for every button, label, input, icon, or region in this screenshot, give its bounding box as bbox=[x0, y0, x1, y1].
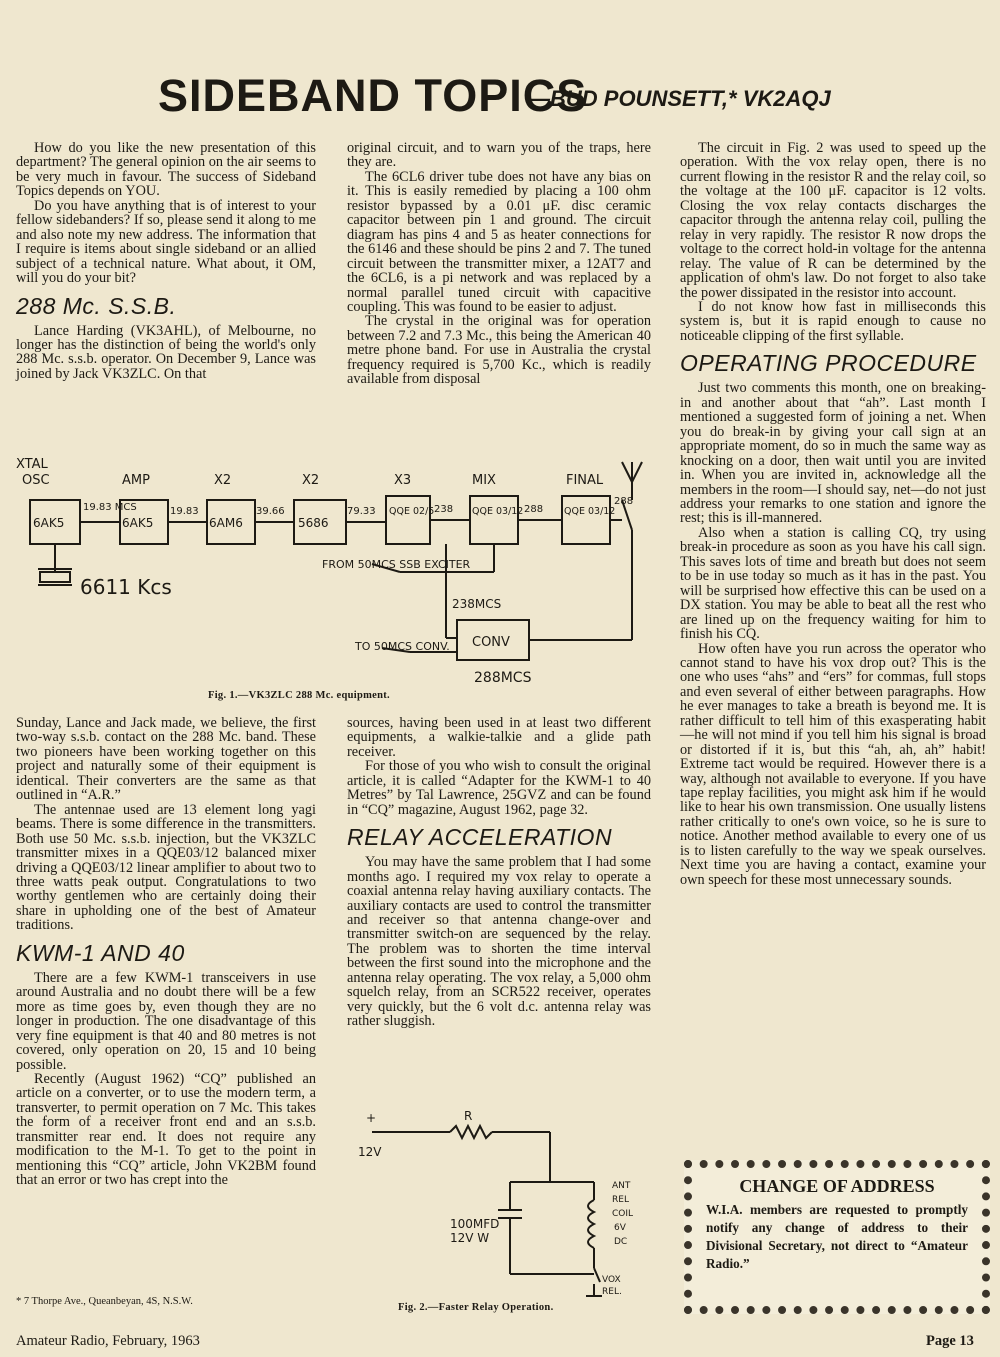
column-2-bottom bbox=[347, 716, 651, 1029]
paragraph: Also when a station is calling CQ, try using break-in procedure as soon as you have his call sign. This saves lots of time and breath but does not seem to be in use today so much as it has in the past. You will be surprised how effective this can be used on a DX station. You may be able to beat all the rest who are lined up on the frequency waiting for him to finish his CQ. bbox=[680, 524, 986, 643]
footnote: * 7 Thorpe Ave., Queanbeyan, 4S, N.S.W. bbox=[16, 1296, 193, 1307]
footer-page-number: Page 13 bbox=[926, 1333, 974, 1349]
paragraph: original circuit, and to warn you of the traps, here they are. bbox=[347, 140, 651, 171]
relay-label: COIL bbox=[612, 1209, 634, 1219]
stage-label: MIX bbox=[472, 473, 496, 488]
paragraph: I do not know how fast in milliseconds this system is, but it is rapid enough to cause no noticeable clipping of the first syllable. bbox=[680, 298, 986, 344]
relay-label: 6V bbox=[614, 1223, 626, 1233]
conv-box-label: CONV bbox=[472, 635, 510, 650]
stage-label: X3 bbox=[394, 473, 412, 488]
section-heading-relay: RELAY ACCELERATION bbox=[347, 824, 613, 851]
relay-label: DC bbox=[614, 1237, 628, 1247]
paragraph: The circuit in Fig. 2 was used to speed up the operation. With the vox relay open, there is no current flowing in the resistor R and the relay coil, so the voltage at the 100 μF. capacitor is 12 volts. Closing the vox relay contacts discharges the capacitor through the antenna relay coil, pulling the relay in very rapidly. The resistor R now drops the voltage to the correct hold-in voltage for the antenna relay. The value of R can be determined by the application of ohm's law. Do not forget to also take the power dissipated in the resistor into account. bbox=[680, 140, 986, 301]
paragraph: There are a few KWM-1 transceivers in use around Australia and no doubt there will be a few more as time goes by, even though they are no longer in production. The one disadvantage of this very fine equipment is that 40 and 80 metres is not covered, only operation on 20, 15 and 10 being possible. bbox=[16, 969, 316, 1073]
section-heading-kwm: KWM-1 AND 40 bbox=[16, 939, 185, 966]
paragraph: Do you have anything that is of interest to your fellow sidebanders? If so, please send it along to me and also note my new address. The information that I require is items about single sideband or an allied subject of a technical nature. What about, it OM, will you do your bit? bbox=[16, 197, 316, 287]
paragraph: Sunday, Lance and Jack made, we believe, the first two-way s.s.b. contact on the 288 Mc. band. These two pioneers have been working together on this project and naturally some of their equipment is identical. Their converters are the same as that outlined in “A.R.” bbox=[16, 715, 316, 804]
column-3 bbox=[680, 141, 986, 887]
column-1-bottom bbox=[16, 716, 316, 1188]
paragraph: You may have the same problem that I had some months ago. I required my vox relay to operate a coaxial antenna relay having auxiliary contacts. The auxiliary contacts are used to control the transmitter and receiver so that antenna change-over and transmitter switch-on are sequenced by the relay. The problem was to shorten the time interval between the first sound into the microphone and the antenna relay operating. The vox relay, a 5,000 ohm squelch relay, from an SCR522 receiver, operates very quickly, but the 6 volt d.c. antenna relay was rather sluggish. bbox=[347, 854, 651, 1030]
figure-1-caption: Fig. 1.—VK3ZLC 288 Mc. equipment. bbox=[208, 690, 390, 701]
paragraph: For those of you who wish to consult the original article, it is called “Adapter for the KWM-1 to 40 Metres” by Tal Lawrence, 25GVZ and can be found in “CQ” magazine, August 1962, page 32. bbox=[347, 758, 651, 818]
paragraph: The antennae used are 13 element long yagi beams. There is some difference in the transmitters. Both use 50 Mc. s.s.b. injection, but the VK3ZLC transmitter mixes in a QQE03/12 balanced mixer driving a QQE03/12 linear amplifier to about two to three watts peak output. Congratulations to two worthy gentlemen who are certainly doing their share in upholding one of the best of Amateur traditions. bbox=[16, 801, 316, 934]
byline: —BUD POUNSETT,* VK2AQJ bbox=[528, 86, 831, 111]
paragraph: Lance Harding (VK3AHL), of Melbourne, no longer has the distinction of being the world's only 288 Mc. s.s.b. operator. On December 9, Lance was joined by Jack VK3ZLC. On that bbox=[16, 322, 316, 382]
voltage-label: 12V bbox=[358, 1145, 382, 1159]
paragraph: The crystal in the original was for operation between 7.2 and 7.3 Mc., this being the American 40 metre phone band. For use in Australia the crystal frequency required is 5,700 Kc., which is readily available from disposal bbox=[347, 313, 651, 388]
change-of-address-box bbox=[684, 1160, 990, 1314]
frequency-label: 238 bbox=[434, 504, 454, 515]
vox-label: VOX bbox=[602, 1275, 621, 1285]
stage-label: X2 bbox=[302, 473, 320, 488]
tube-label: 5686 bbox=[298, 516, 329, 530]
paragraph: How do you like the new presentation of this department? The general opinion on the air seems to be very much in favour. The success of Sideband Topics depends on YOU. bbox=[16, 140, 316, 200]
column-2-top bbox=[347, 141, 651, 387]
crystal-frequency: 6611 Kcs bbox=[80, 575, 172, 599]
relay-label: ANT bbox=[612, 1181, 631, 1191]
figure-2-schematic bbox=[350, 1106, 650, 1302]
stage-label: X2 bbox=[214, 473, 232, 488]
column-1-top bbox=[16, 141, 316, 381]
tube-label: 6AM6 bbox=[209, 516, 243, 530]
paragraph: Recently (August 1962) “CQ” published an article on a converter, or to use the modern term, a transverter, to permit operation on 7 Mc. This takes the form of a receiver front end and an s.s.b. transmitter rear end. It does not require any modification to the M-1. To get to the point in mentioning this “CQ” article, John VK2BM found that an error or two has crept into the bbox=[16, 1070, 316, 1189]
box-title: CHANGE OF ADDRESS bbox=[739, 1176, 935, 1196]
figure-1-block-diagram bbox=[10, 452, 665, 702]
capacitor-label: 12V W bbox=[450, 1231, 490, 1245]
frequency-label: 79.33 bbox=[347, 506, 376, 517]
capacitor-label: 100MFD bbox=[450, 1217, 500, 1231]
plus-sign: + bbox=[366, 1111, 377, 1125]
exciter-label: FROM 50MCS SSB EXCITER bbox=[322, 558, 471, 571]
frequency-label: 288 bbox=[614, 496, 634, 507]
tube-label: QQE 03/12 bbox=[472, 506, 524, 517]
page-title: SIDEBAND TOPICS bbox=[158, 70, 588, 121]
stage-label: OSC bbox=[22, 473, 50, 488]
frequency-label: 19.83 bbox=[170, 506, 199, 517]
paragraph: How often have you run across the operator who cannot stand to have his vox drop out? This is the one who uses “ahs” and “ers” for commas, full stops and even several of either between paragraphs. How he ever manages to take a breath is beyond me. It is rather difficult to tell him of this exasperating habit—he will not mind if you tell him his signal is broad or distorted if it is, but this “ah, ah, ah” habit! Extreme tact would be required. However there is a way, although not available to everyone. If you have tape replay facilities, you might ask him if he would like to hear his own transmission. One usually listens rather critically to one's own voice, so he is sure to notice. Another method available to every one of us is to listen carefully to the way we speak ourselves. Next time you are having a contact, examine your own speech for these most unnecessary sounds. bbox=[680, 640, 986, 888]
stage-label: XTAL bbox=[16, 457, 48, 472]
vox-label: REL. bbox=[602, 1287, 622, 1297]
paragraph: sources, having been used in at least two different equipments, a walkie-talkie and a glide path receiver. bbox=[347, 715, 651, 760]
stage-label: AMP bbox=[122, 473, 150, 488]
figure-2-caption: Fig. 2.—Faster Relay Operation. bbox=[398, 1302, 554, 1313]
conv-input-label: 238MCS bbox=[452, 597, 502, 611]
footer-left: Amateur Radio, February, 1963 bbox=[16, 1333, 200, 1349]
box-body: W.I.A. members are requested to promptly notify any change of address to their Divisional Secretary, not direct to “Amateur Radio.” bbox=[706, 1202, 968, 1271]
relay-label: REL bbox=[612, 1195, 629, 1205]
conv-to-label: TO 50MCS CONV. bbox=[355, 640, 450, 653]
section-heading-288: 288 Mc. S.S.B. bbox=[16, 292, 177, 319]
paragraph: Just two comments this month, one on breaking-in and another about that “ah”. Last month I mentioned a suggested form of joining a net. When you do break-in by giving your call sign at an appropriate moment, do so in much the same way as knocking on a door, then wait until you are invited in. When you are invited in, acknowledge all the members in the room—I should say, net—do not just address your remarks to one station and ignore the rest; this is ill-mannered. bbox=[680, 380, 986, 527]
paragraph: The 6CL6 driver tube does not have any bias on it. This is easily remedied by placing a 100 ohm resistor bypassed by a 0.01 μF. disc ceramic capacitor between pin 1 and ground. The circuit diagram has pins 4 and 5 as heater connections for the 6146 and these should be pins 2 and 7. The tuned circuit between the transmitter mixer, a 12AT7 and the 6CL6, is a pi network and was replaced by a normal parallel tuned circuit with capacitive coupling. This was found to be easier to adjust. bbox=[347, 168, 651, 315]
tube-label: QQE 03/12 bbox=[564, 506, 616, 517]
tube-label: QQE 02/5 bbox=[389, 506, 435, 517]
resistor-label: R bbox=[464, 1109, 473, 1123]
stage-label: FINAL bbox=[566, 473, 604, 488]
frequency-label: 288 bbox=[524, 504, 544, 515]
conv-output-label: 288MCS bbox=[474, 670, 532, 686]
section-heading-operating: OPERATING PROCEDURE bbox=[680, 350, 977, 377]
tube-label: 6AK5 bbox=[33, 516, 65, 530]
tube-label: 6AK5 bbox=[122, 516, 154, 530]
frequency-label: 19.83 MCS bbox=[83, 502, 137, 513]
frequency-label: 39.66 bbox=[256, 506, 285, 517]
